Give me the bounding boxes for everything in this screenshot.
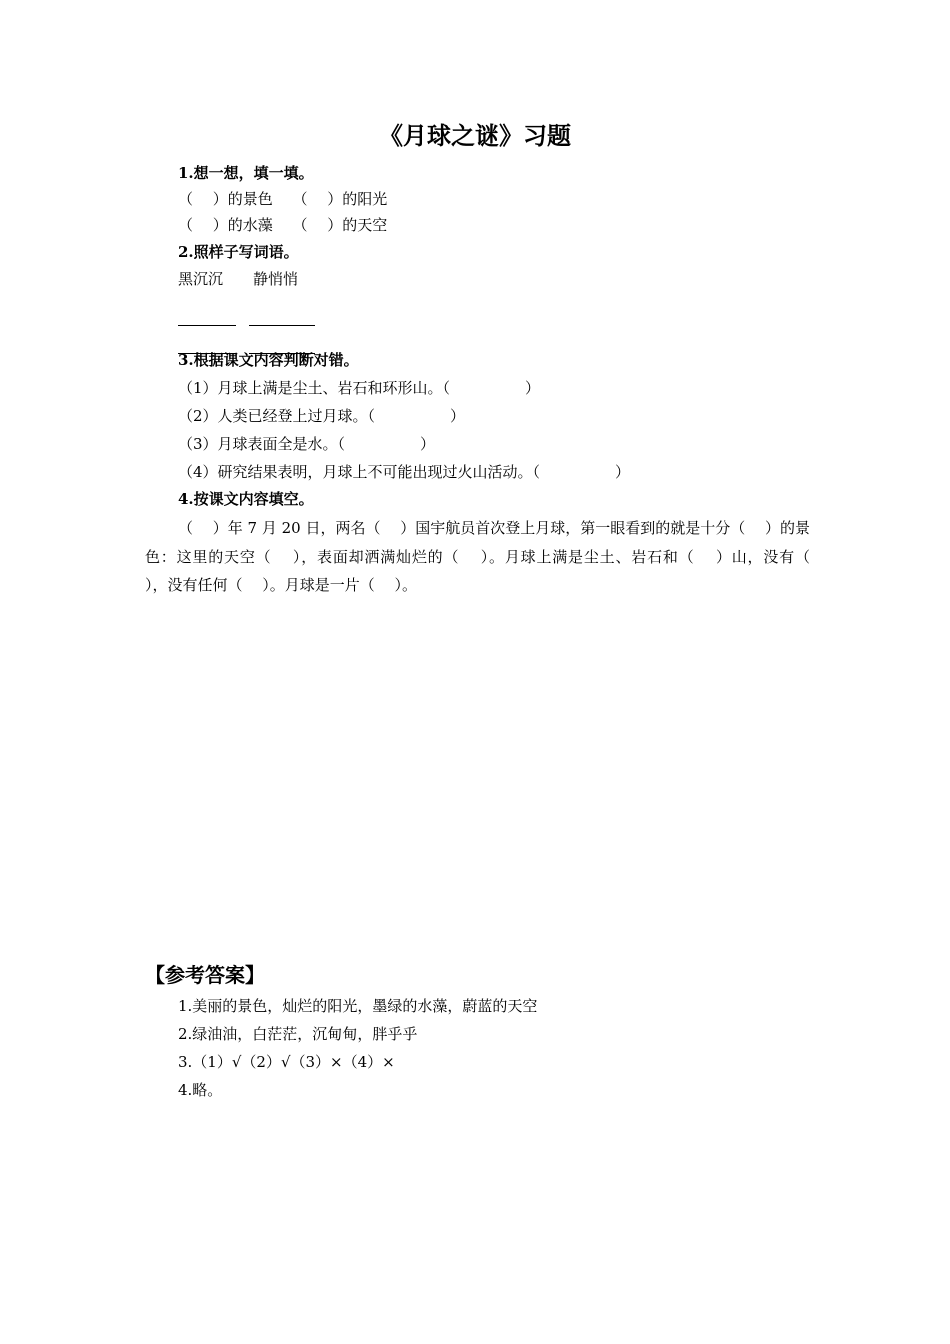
answers-heading: 【参考答案】 (145, 963, 265, 987)
q4-paragraph: （ ）年 7 月 20 日，两名（ ）国宇航员首次登上月球，第一眼看到的就是十分（ ）的景色：这里的天空（ ），表面却洒满灿烂的（ ）。月球上满是尘土、岩石和（ ）山，没有（ ），没有任何（ ）。月球是一片（ ）。 (145, 519, 830, 594)
q1-heading: 1.想一想，填一填。 (178, 164, 314, 182)
q3-item-2: （2）人类已经登上过月球。（ ） (178, 407, 466, 425)
q3-item-1: （1）月球上满是尘土、岩石和环形山。（ ） (178, 379, 541, 397)
q2-blank-row-1 (178, 311, 315, 330)
answer-item-3: 3.（1）√（2）√（3）×（4）× (178, 1053, 395, 1071)
q2-blank (178, 324, 236, 326)
q2-blank (249, 324, 315, 326)
q1-row-2: （ ）的水藻 （ ）的天空 (178, 216, 388, 234)
answer-item-1: 1.美丽的景色，灿烂的阳光，墨绿的水藻，蔚蓝的天空 (178, 997, 538, 1015)
q3-item-3: （3）月球表面全是水。（ ） (178, 435, 436, 453)
q3-heading: 3.根据课文内容判断对错。 (178, 351, 359, 369)
page-title: 《月球之谜》习题 (379, 121, 571, 150)
answer-item-2: 2.绿油油，白茫茫，沉甸甸，胖乎乎 (178, 1025, 418, 1043)
q1-row-1: （ ）的景色 （ ）的阳光 (178, 190, 388, 208)
answer-item-4: 4.略。 (178, 1081, 223, 1099)
q3-item-4: （4）研究结果表明，月球上不可能出现过火山活动。（ ） (178, 463, 631, 481)
q4-heading: 4.按课文内容填空。 (178, 490, 314, 508)
q2-examples: 黑沉沉 静悄悄 (178, 270, 299, 288)
q2-heading: 2.照样子写词语。 (178, 243, 299, 261)
